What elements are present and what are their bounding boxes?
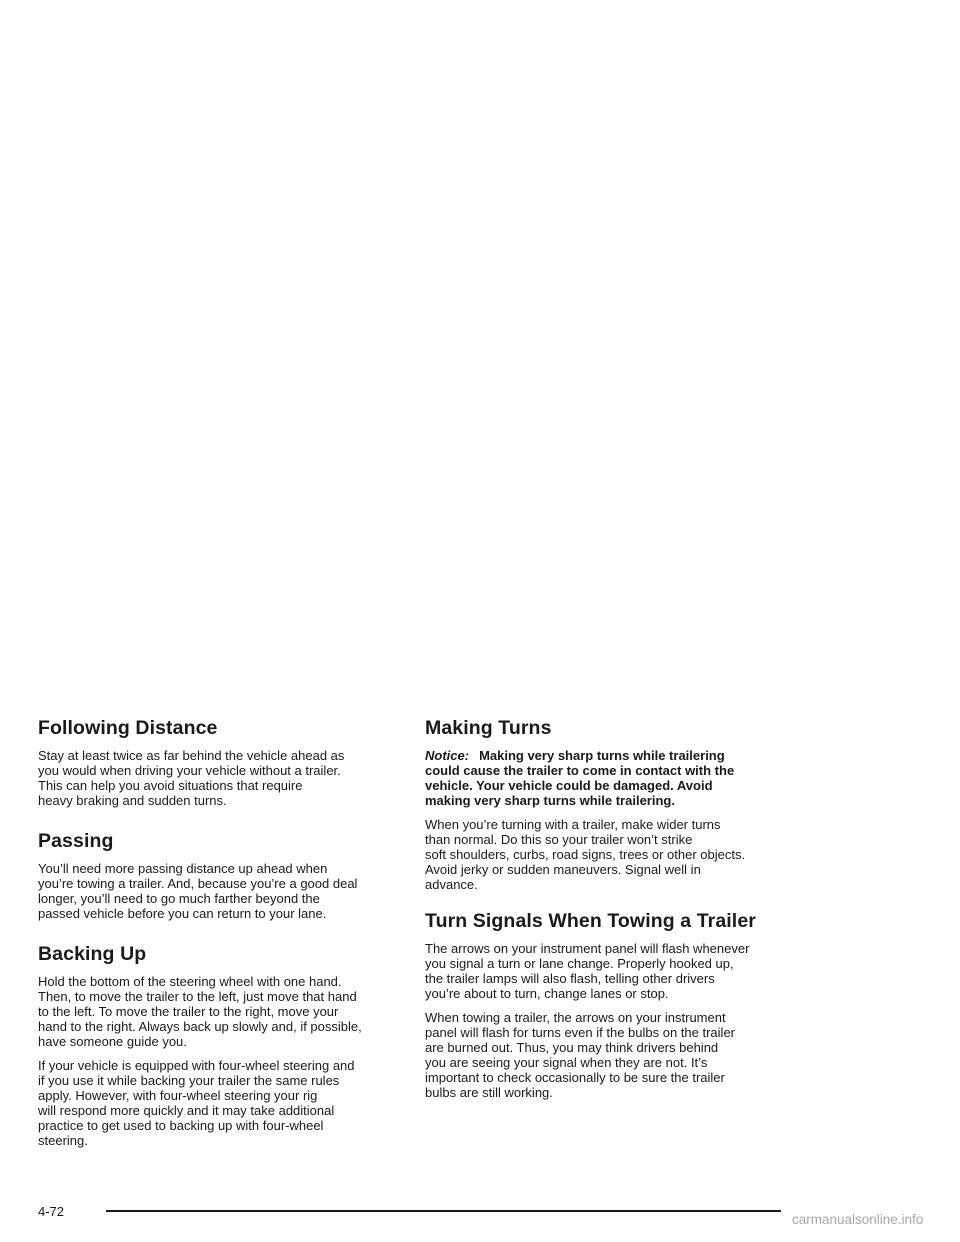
paragraph-turn-signals-2: When towing a trailer, the arrows on your instrument panel will flash for turns even if the bulbs on the trailer are burned out. Thus, you may think drivers behind you are seeing your signal when they are not. It’s important to check occasionally to be sure the trailer bulbs are still working. [425, 1010, 736, 1100]
paragraph-backing-up-2: If your vehicle is equipped with four-wheel steering and if you use it while backing your trailer the same rules apply. However, with four-wheel steering your rig will respond more quickly and it may take additional practice to get used to backing up with four-wheel steering. [38, 1058, 355, 1148]
footer-rule [106, 1210, 781, 1212]
paragraph-making-turns: When you’re turning with a trailer, make wider turns than normal. Do this so your trailer won’t strike soft shoulders, curbs, road signs, trees or other objects. Avoid jerky or sudden maneuvers. Signal well in advance. [425, 817, 746, 892]
paragraph-turn-signals-1: The arrows on your instrument panel will flash whenever you signal a turn or lane change. Properly hooked up, the trailer lamps will also flash, telling other drivers you’re about to turn, change lanes or stop. [425, 941, 750, 1001]
heading-backing-up: Backing Up [38, 943, 147, 965]
paragraph-following-distance: Stay at least twice as far behind the vehicle ahead as you would when driving your vehicle without a trailer. This can help you avoid situations that require heavy braking and sudden turns. [38, 748, 345, 808]
notice-paragraph [425, 748, 783, 808]
heading-passing: Passing [38, 830, 114, 852]
heading-turn-signals: Turn Signals When Towing a Trailer [425, 910, 756, 932]
page-number: 4-72 [38, 1204, 65, 1219]
left-column [38, 716, 394, 1157]
heading-following-distance: Following Distance [38, 717, 218, 739]
notice-label: Notice: [425, 748, 470, 763]
paragraph-passing: You’ll need more passing distance up ahead when you’re towing a trailer. And, because you’re a good deal longer, you’ll need to go much farther beyond the passed vehicle before you can return to your lane. [38, 861, 358, 921]
paragraph-backing-up-1: Hold the bottom of the steering wheel with one hand. Then, to move the trailer to the left, just move that hand to the left. To move the trailer to the right, move your hand to the right. Always back up slowly and, if possible, have someone guide you. [38, 974, 362, 1049]
notice-text: Making very sharp turns while trailering could cause the trailer to come in contact with the vehicle. Your vehicle could be damaged. Avoid making very sharp turns while trailering. [425, 748, 735, 808]
heading-making-turns: Making Turns [425, 717, 552, 739]
right-column [425, 716, 783, 1109]
watermark: carmanualsonline.info [792, 1212, 924, 1227]
